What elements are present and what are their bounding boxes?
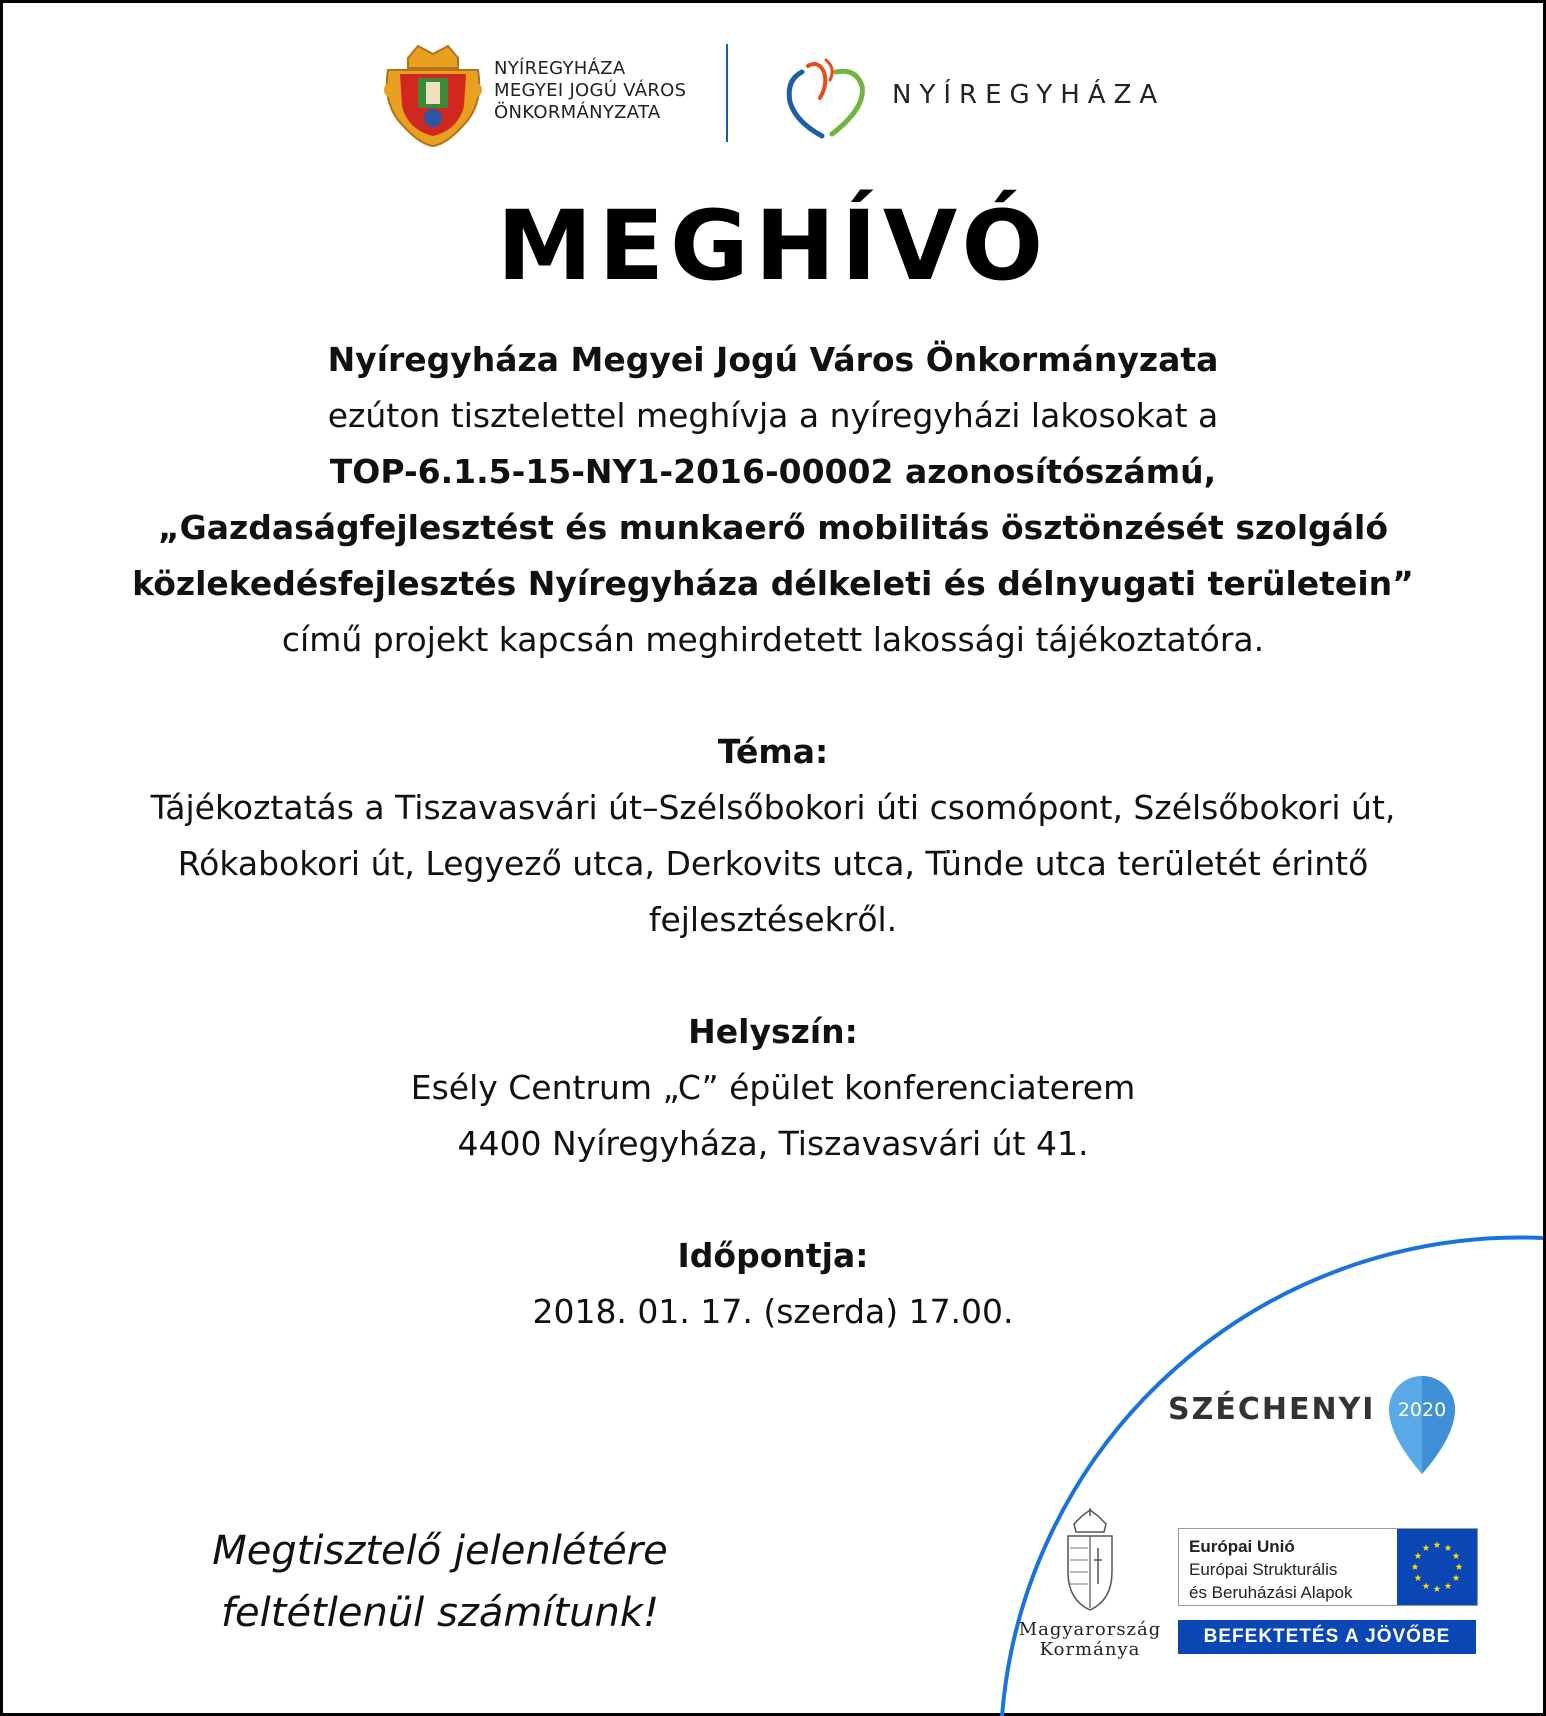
topic-line-3: fejlesztésekről. <box>648 900 898 939</box>
org-name-line-1: NYÍREGYHÁZA <box>494 58 626 79</box>
host-organization: Nyíregyháza Megyei Jogú Város Önkormányzata <box>327 340 1219 379</box>
topic-line-1: Tájékoztatás a Tiszavasvári út–Szélsőbokori úti csomópont, Szélsőbokori út, <box>150 788 1396 827</box>
time-value: 2018. 01. 17. (szerda) 17.00. <box>532 1292 1014 1331</box>
intro-closing: című projekt kapcsán meghirdetett lakossági tájékoztatóra. <box>281 620 1265 659</box>
time-heading: Időpontja: <box>677 1236 869 1275</box>
eu-line-1: Európai Unió <box>1189 1537 1295 1556</box>
government-name <box>1000 1620 1180 1660</box>
closing-message <box>160 1520 720 1644</box>
org-name-line-2: MEGYEI JOGÚ VÁROS <box>494 80 687 101</box>
nyiregyhaza-heart-logo-icon <box>782 50 872 140</box>
location-address: 4400 Nyíregyháza, Tiszavasvári út 41. <box>457 1124 1089 1163</box>
government-line-2: Kormánya <box>1039 1639 1141 1660</box>
topic-line-2: Rókabokori út, Legyező utca, Derkovits utca, Tünde utca területét érintő <box>177 844 1369 883</box>
szechenyi-year: 2020 <box>1397 1399 1447 1421</box>
project-title-line-2: közlekedésfejlesztés Nyíregyháza délkeleti és délnyugati területein” <box>132 564 1414 603</box>
header-divider <box>726 44 728 142</box>
closing-line-1: Megtisztelő jelenlétére <box>212 1528 668 1574</box>
eu-line-2: Európai Strukturális <box>1189 1560 1338 1579</box>
city-wordmark: NYÍREGYHÁZA <box>892 80 1166 110</box>
eu-funds-text <box>1189 1535 1353 1604</box>
eu-funds-logo <box>1178 1528 1478 1606</box>
eu-flag-icon <box>1397 1529 1477 1605</box>
hungarian-coat-of-arms-icon <box>1062 1508 1118 1612</box>
intro-text: ezúton tisztelettel meghívja a nyíregyházi lakosokat a <box>327 396 1219 435</box>
eu-line-3: és Beruházási Alapok <box>1189 1583 1353 1602</box>
government-line-1: Magyarország <box>1018 1619 1162 1640</box>
location-venue: Esély Centrum „C” épület konferenciaterem <box>410 1068 1136 1107</box>
location-heading: Helyszín: <box>688 1012 858 1051</box>
invitation-body <box>40 332 1506 1340</box>
szechenyi-2020-wordmark: SZÉCHENYI <box>1168 1392 1376 1427</box>
project-title-line-1: „Gazdaságfejlesztést és munkaerő mobilitás ösztönzését szolgáló <box>157 508 1389 547</box>
topic-heading: Téma: <box>717 732 829 771</box>
closing-line-2: feltétlenül számítunk! <box>220 1590 660 1636</box>
szechenyi-2020-pin-icon <box>1385 1372 1459 1478</box>
org-name-line-3: ÖNKORMÁNYZATA <box>494 102 661 123</box>
page-title: MEGHÍVÓ <box>496 190 1050 302</box>
org-name-block <box>494 58 686 124</box>
eu-slogan-banner: BEFEKTETÉS A JÖVŐBE <box>1178 1620 1476 1654</box>
project-id: TOP-6.1.5-15-NY1-2016-00002 azonosítószámú, <box>329 452 1217 491</box>
city-coat-of-arms-icon <box>378 40 488 150</box>
